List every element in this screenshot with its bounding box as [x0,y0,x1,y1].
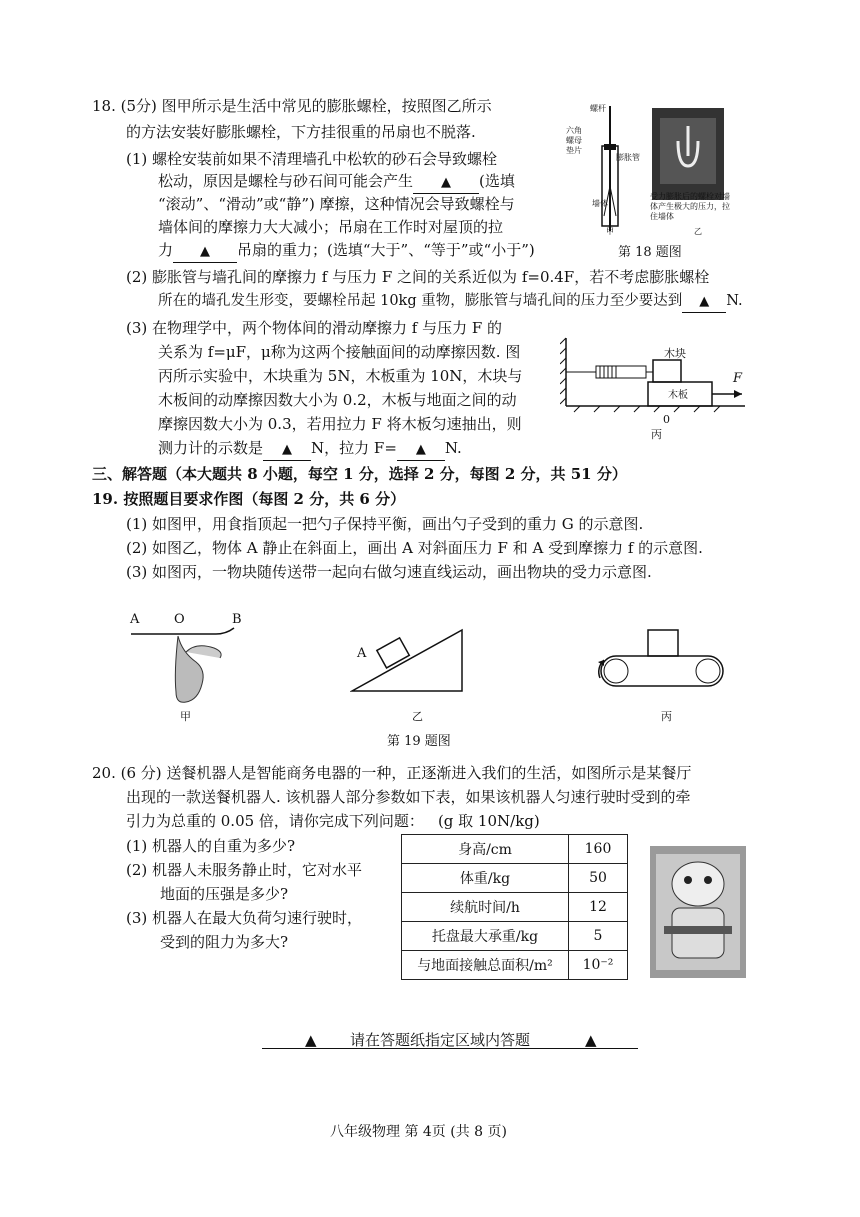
fig19-spoon-diagram [126,622,256,712]
footer-mark-left: ▲ [305,1031,317,1049]
q19-item1: (1) 如图甲，用食指顶起一把勺子保持平衡，画出勺子受到的重力 G 的示意图. [126,515,644,533]
q19-title: 19. 按照题目要求作图（每图 2 分，共 6 分） [92,490,406,508]
param-name: 与地面接触总面积/m² [402,951,569,980]
section-3-heading: 三、解答题（本大题共 8 小题，每空 1 分，选择 2 分，每图 2 分，共 51 分） [92,465,627,483]
q18-p1-line2: 松动，原因是螺栓与砂石间可能会产生 ▲ (选填 [158,171,515,194]
robot-params-table [401,834,628,980]
fig19-label-A: A [130,612,140,627]
q19-item3: (3) 如图丙，一物块随传送带一起向右做匀速直线运动，画出物块的受力示意图. [126,563,652,581]
q18-p2-line2: 所在的墙孔发生形变，要螺栓吊起 10kg 重物，膨胀管与墙孔间的压力至少要达到 ▲ N. [158,291,743,313]
answer-blank[interactable]: ▲ [397,438,445,461]
q18-p3-line3: 丙所示实验中，木块重为 5N，木板重为 10N，木块与 [158,367,523,385]
table-row [402,835,628,864]
q18-p3-line1: (3) 在物理学中，两个物体间的滑动摩擦力 f 与压力 F 的 [126,319,503,337]
param-name: 托盘最大承重/kg [402,922,569,951]
q20-sub2b: 地面的压强是多少? [160,885,289,903]
fig18-label-yi: 乙 [694,227,702,236]
fig18-label-wall: 墙体 [592,199,608,208]
table-row [402,893,628,922]
fig18-label-board: 木板 [668,390,688,401]
fig18-label-block: 木块 [664,347,686,360]
fig18-friction-diagram [560,334,760,414]
fig18-caption: 第 18 题图 [618,245,682,260]
q20-sub3a: (3) 机器人在最大负荷匀速行驶时， [126,909,363,927]
q18-p2-line1: (2) 膨胀管与墙孔间的摩擦力 f 与压力 F 之间的关系近似为 f=0.4F，若不考虑膨胀螺栓 [126,268,710,286]
table-row [402,951,628,980]
fig18-label-note: 受力膨胀后的螺栓对墙体产生极大的压力，拉住墙体 [650,192,730,221]
q20-sub2a: (2) 机器人未服务静止时，它对水平 [126,861,363,879]
q20-line3: 引力为总重的 0.05 倍，请你完成下列问题： (g 取 10N/kg) [126,812,540,830]
footer-mark-right: ▲ [585,1031,597,1049]
fig18-label-o: 0 [663,413,670,426]
q18-p3-line6: 测力计的示数是 ▲ N，拉力 F= ▲ N. [158,438,462,461]
fig19-label-O: O [174,612,185,627]
fig18-label-bing: 丙 [651,428,662,441]
q20-line1: 20. (6 分) 送餐机器人是智能商务电器的一种，正逐渐进入我们的生活，如图所示是某餐厅 [92,764,692,782]
param-value: 5 [569,922,628,951]
fig18-label-luogan: 螺杆 [590,104,606,113]
fig18-label-tube: 膨胀管 [616,153,640,162]
answer-blank[interactable]: ▲ [263,438,311,461]
q18-p3-line2: 关系为 f=μF，μ称为这两个接触面间的动摩擦因数. 图 [158,343,521,361]
param-value: 12 [569,893,628,922]
fig19-label-jia: 甲 [180,710,191,723]
table-row [402,864,628,893]
fig19-label-bing: 丙 [661,710,672,723]
q20-sub3b: 受到的阻力为多大? [160,933,289,951]
fig19-label-B: B [232,612,242,627]
fig18-label-nut: 六角螺母垫片 [566,126,582,155]
answer-blank[interactable]: ▲ [413,171,479,194]
fig18-label-jia: 甲 [606,227,614,236]
fig19-caption: 第 19 题图 [387,734,451,749]
footer-note: 请在答题纸指定区域内答题 [350,1031,531,1049]
fig19-label-yi: 乙 [412,710,423,723]
table-row [402,922,628,951]
page-footer: 八年级物理 第 4页 (共 8 页) [330,1124,507,1140]
robot-photo [650,846,746,978]
param-name: 续航时间/h [402,893,569,922]
q18-p1-line4: 墙体间的摩擦力大大减小；吊扇在工作时对屋顶的拉 [158,218,504,236]
answer-blank[interactable]: ▲ [682,291,726,313]
param-value: 160 [569,835,628,864]
fig18-label-F: F [733,371,743,386]
q18-p3-line4: 木板间的动摩擦因数大小为 0.2，木板与地面之间的动 [158,391,517,409]
fig19-incline-diagram [350,624,470,694]
fig18-bolt-diagram [560,96,760,246]
param-name: 身高/cm [402,835,569,864]
param-name: 体重/kg [402,864,569,893]
answer-blank[interactable]: ▲ [173,240,237,263]
q18-line1: 18. (5分) 图甲所示是生活中常见的膨胀螺栓，按照图乙所示 [92,97,492,115]
q18-p1-line1: (1) 螺栓安装前如果不清理墙孔中松软的砂石会导致螺栓 [126,150,498,168]
param-value: 10⁻² [569,951,628,980]
q18-p1-line3: “滚动”、“滑动”或“静”) 摩擦，这种情况会导致螺栓与 [158,195,515,213]
q18-p1-line5: 力 ▲ 吊扇的重力；(选填“大于”、“等于”或“小于”) [158,240,535,263]
q20-sub1: (1) 机器人的自重为多少? [126,837,296,855]
param-value: 50 [569,864,628,893]
q18-p3-line5: 摩擦因数大小为 0.3，若用拉力 F 将木板匀速抽出，则 [158,415,522,433]
fig19-label-A2: A [357,646,367,661]
q20-line2: 出现的一款送餐机器人. 该机器人部分参数如下表，如果该机器人匀速行驶时受到的牵 [126,788,691,806]
q18-line2: 的方法安装好膨胀螺栓，下方挂很重的吊扇也不脱落. [126,123,476,141]
fig19-conveyor-diagram [590,626,730,696]
q19-item2: (2) 如图乙，物体 A 静止在斜面上，画出 A 对斜面压力 F 和 A 受到摩擦力 f 的示意图. [126,539,703,557]
